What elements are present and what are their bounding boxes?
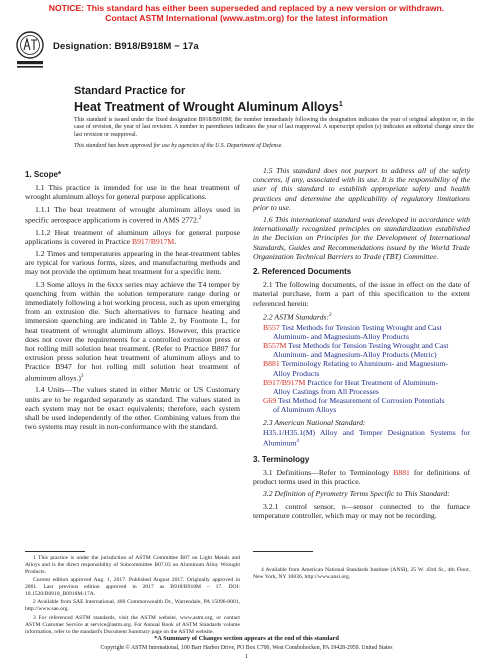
title-footnote-mark: 1 bbox=[338, 101, 343, 108]
para-3-2: 3.2 Definition of Pyrometry Terms Specific to This Standard: bbox=[263, 489, 450, 499]
link-b881[interactable]: B881 bbox=[393, 468, 410, 478]
ref-title-cont: Aluminum- and Magnesium-Alloy Products bbox=[273, 331, 410, 341]
footnote-divider-right bbox=[253, 551, 313, 552]
ref-title: Test Method for Measurement of Corrosion Potentials bbox=[276, 396, 445, 406]
left-column bbox=[25, 170, 240, 434]
notice-line-2: Contact ASTM International (www.astm.org) for the latest information bbox=[105, 13, 388, 23]
para-2-2 bbox=[263, 311, 470, 322]
para-2-1: 2.1 The following documents, of the issue in effect on the date of material purchase, form a part of this specification to the extent referenced herein: bbox=[253, 280, 470, 308]
para-1-1-2-text: 1.1.2 Heat treatment of aluminum alloys for general purpose applications is covered in Practice bbox=[25, 227, 240, 246]
page-number: 1 bbox=[244, 653, 249, 660]
ref-b917[interactable] bbox=[263, 378, 470, 396]
ref-code: G69 bbox=[263, 396, 277, 406]
para-2-2-text: 2.2 ASTM Standards: bbox=[263, 312, 329, 322]
ref-title: Test Methods for Tension Testing Wrought and Cast bbox=[286, 341, 449, 351]
withdrawn-notice bbox=[0, 3, 493, 23]
footnote-2: 2 Available from SAE International, 400 Commonwealth Dr., Warrendale, PA 15096-0001, http://www.sae.org. bbox=[25, 599, 240, 613]
ref-title: Terminology Relating to Aluminum- and Magnesium- bbox=[279, 359, 449, 369]
title-line-1: Standard Practice for bbox=[74, 85, 186, 97]
ref-title-cont: Aluminum- and Magnesium-Alloy Products (Metric) bbox=[273, 350, 437, 360]
para-3-1 bbox=[253, 468, 470, 486]
ref-b881[interactable] bbox=[263, 359, 470, 377]
ref-title: Test Methods for Tension Testing Wrought and Cast bbox=[279, 322, 442, 332]
ansi-ref-text: H35.1/H35.1(M) Alloy and Temper Designation Systems for Aluminum bbox=[263, 427, 470, 448]
para-3-1-rest: for definitions of product terms used in this practice. bbox=[253, 468, 470, 487]
ref-title-cont: Alloy Products bbox=[273, 368, 320, 378]
title-line-2 bbox=[74, 98, 343, 114]
footnotes-left bbox=[25, 555, 240, 637]
para-1-1: 1.1 This practice is intended for use in the heat treatment of wrought aluminum alloys for general purpose applications. bbox=[25, 183, 240, 202]
notice-line-1: NOTICE: This standard has either been superseded and replaced by a new version or withdrawn. bbox=[48, 3, 445, 13]
ref-code: B557M bbox=[263, 341, 287, 351]
para-3-1-text: 3.1 Definitions—Refer to Terminology bbox=[263, 468, 394, 478]
summary-of-changes-note: *A Summary of Changes section appears at the end of this standard bbox=[154, 635, 339, 642]
copyright-line: Copyright © ASTM International, 100 Barr Harbor Drive, PO Box C700, West Conshohocken, PA 19428-2959. United States bbox=[100, 645, 393, 651]
footnote-3: 3 For referenced ASTM standards, visit the ASTM website, www.astm.org, or contact ASTM Customer Service at service@astm.org. For Annual Book of ASTM Standards volume information, refer to the standard's Document Summary page on the ASTM website. bbox=[25, 614, 240, 635]
ref-ansi-h35[interactable] bbox=[263, 428, 470, 448]
para-1-6: 1.6 This international standard was developed in accordance with internationally recognized principles on standardization established in the Decision on Principles for the Development of International Standards, Guides and Recommendations issued by the World Trade Organization Technical Barriers to Trade (TBT) Committee. bbox=[253, 215, 470, 261]
para-3-2-1: 3.2.1 control sensor, n—sensor connected to the furnace temperature controller, which may or may not be recording. bbox=[253, 501, 470, 520]
ref-code: B917/B917M bbox=[263, 377, 306, 387]
dod-approval-note: This standard has been approved for use by agencies of the U.S. Department of Defense. bbox=[74, 143, 283, 149]
referenced-documents-heading: 2. Referenced Documents bbox=[253, 267, 352, 277]
astm-logo-icon bbox=[15, 30, 45, 72]
ref-title-cont: of Aluminum Alloys bbox=[273, 405, 337, 415]
para-1-1-1-text: 1.1.1 The heat treatment of wrought aluminum alloys used in specific aerospace applications is covered in AMS 2772. bbox=[25, 204, 240, 225]
footnote-mark-4: 4 bbox=[296, 439, 299, 445]
document-title: Heat Treatment of Wrought Aluminum Alloys bbox=[74, 100, 339, 114]
footnote-divider-left bbox=[25, 551, 85, 552]
footnote-4: 4 Available from American National Standards Institute (ANSI), 25 W. 43rd St., 4th Floor, New York, NY 10036, http://www.ansi.org. bbox=[253, 567, 470, 580]
para-1-1-2: 1.1.2 Heat treatment of aluminum alloys for general purpose applications is covered in Practice B917/B917M. bbox=[25, 227, 240, 246]
footnote-mark-3b: 3 bbox=[329, 312, 332, 318]
ref-code: B881 bbox=[263, 359, 280, 369]
para-1-3-text: 1.3 Some alloys in the 6xxx series may achieve the T4 temper by quenching from within the solution temperature range during or immediately following a hot working process, such as upon emerging from an extrusion die. Such alternatives to furnace heating and immersion quenching are indicated in Table 2, by Footnote L, for heat treatment of wrought aluminum alloys. However, this practice does not cover the requirements for a controlled extrusion press or hot rolling mill solution heat treatment. (Refer to Practice B807 for extrusion press solution heat treatment of aluminum alloys and to Practice B947 for hot rolling mill solution heat treatment of aluminum alloys.) bbox=[25, 279, 240, 383]
footnote-mark-3a: 3 bbox=[80, 373, 84, 379]
para-2-3: 2.3 American National Standard: bbox=[263, 417, 366, 427]
ref-g69[interactable] bbox=[263, 396, 470, 414]
link-b917[interactable]: B917/B917M bbox=[131, 236, 175, 246]
ref-title-cont: Alloy Castings from All Processes bbox=[273, 387, 379, 397]
terminology-heading: 3. Terminology bbox=[253, 454, 310, 464]
scope-heading: 1. Scope* bbox=[25, 170, 62, 179]
ref-code: B557 bbox=[263, 322, 280, 332]
ref-b557m[interactable] bbox=[263, 341, 470, 359]
footnote-1b: Current edition approved Aug. 1, 2017. Published August 2017. Originally approved in 2001. Last previous edition approved in 2017 as B918/B918M – 17. DOI: 10.1520/B0918_B0918M-17A. bbox=[25, 577, 240, 598]
footnote-1: 1 This practice is under the jurisdiction of ASTM Committee B07 on Light Metals and Alloys and is the direct responsibility of Subcommittee B07.03 on Aluminum Alloy Wrought Products. bbox=[25, 555, 240, 575]
right-column bbox=[253, 166, 470, 523]
ref-title: Practice for Heat Treatment of Aluminum- bbox=[305, 377, 439, 387]
title-block bbox=[74, 85, 343, 114]
para-1-3 bbox=[25, 280, 240, 383]
para-1-4: 1.4 Units—The values stated in either Metric or US Customary units are to be regarded separately as standard. The values stated in each system may not be exact equivalents; therefore, each system shall be used independently of the other. Combining values from the two systems may result in non-conformance with the standard. bbox=[25, 385, 240, 432]
footnotes-right bbox=[253, 567, 470, 581]
standard-issue-note: This standard is issued under the fixed designation B918/B918M; the number immediately following the designation indicates the year of original adoption or, in the case of revision, the year of last revision. A number in parentheses indicates the year of last reapproval. A superscript epsilon (ε) indicates an editorial change since the last revision or reapproval. bbox=[74, 117, 474, 138]
para-1-2: 1.2 Times and temperatures appearing in the heat-treatment tables are typical for various forms, sizes, and manufacturing methods and may not provide the optimum heat treatment for a specific item. bbox=[25, 248, 240, 277]
footnote-mark-2: 2 bbox=[198, 215, 202, 221]
para-1-5: 1.5 This standard does not purport to address all of the safety concerns, if any, associated with its use. It is the responsibility of the user of this standard to establish appropriate safety and health practices and determine the applicability of regulatory limitations prior to use. bbox=[253, 166, 470, 212]
ref-b557[interactable] bbox=[263, 323, 470, 341]
para-1-1-1 bbox=[25, 205, 240, 225]
designation: Designation: B918/B918M − 17a bbox=[53, 41, 199, 52]
